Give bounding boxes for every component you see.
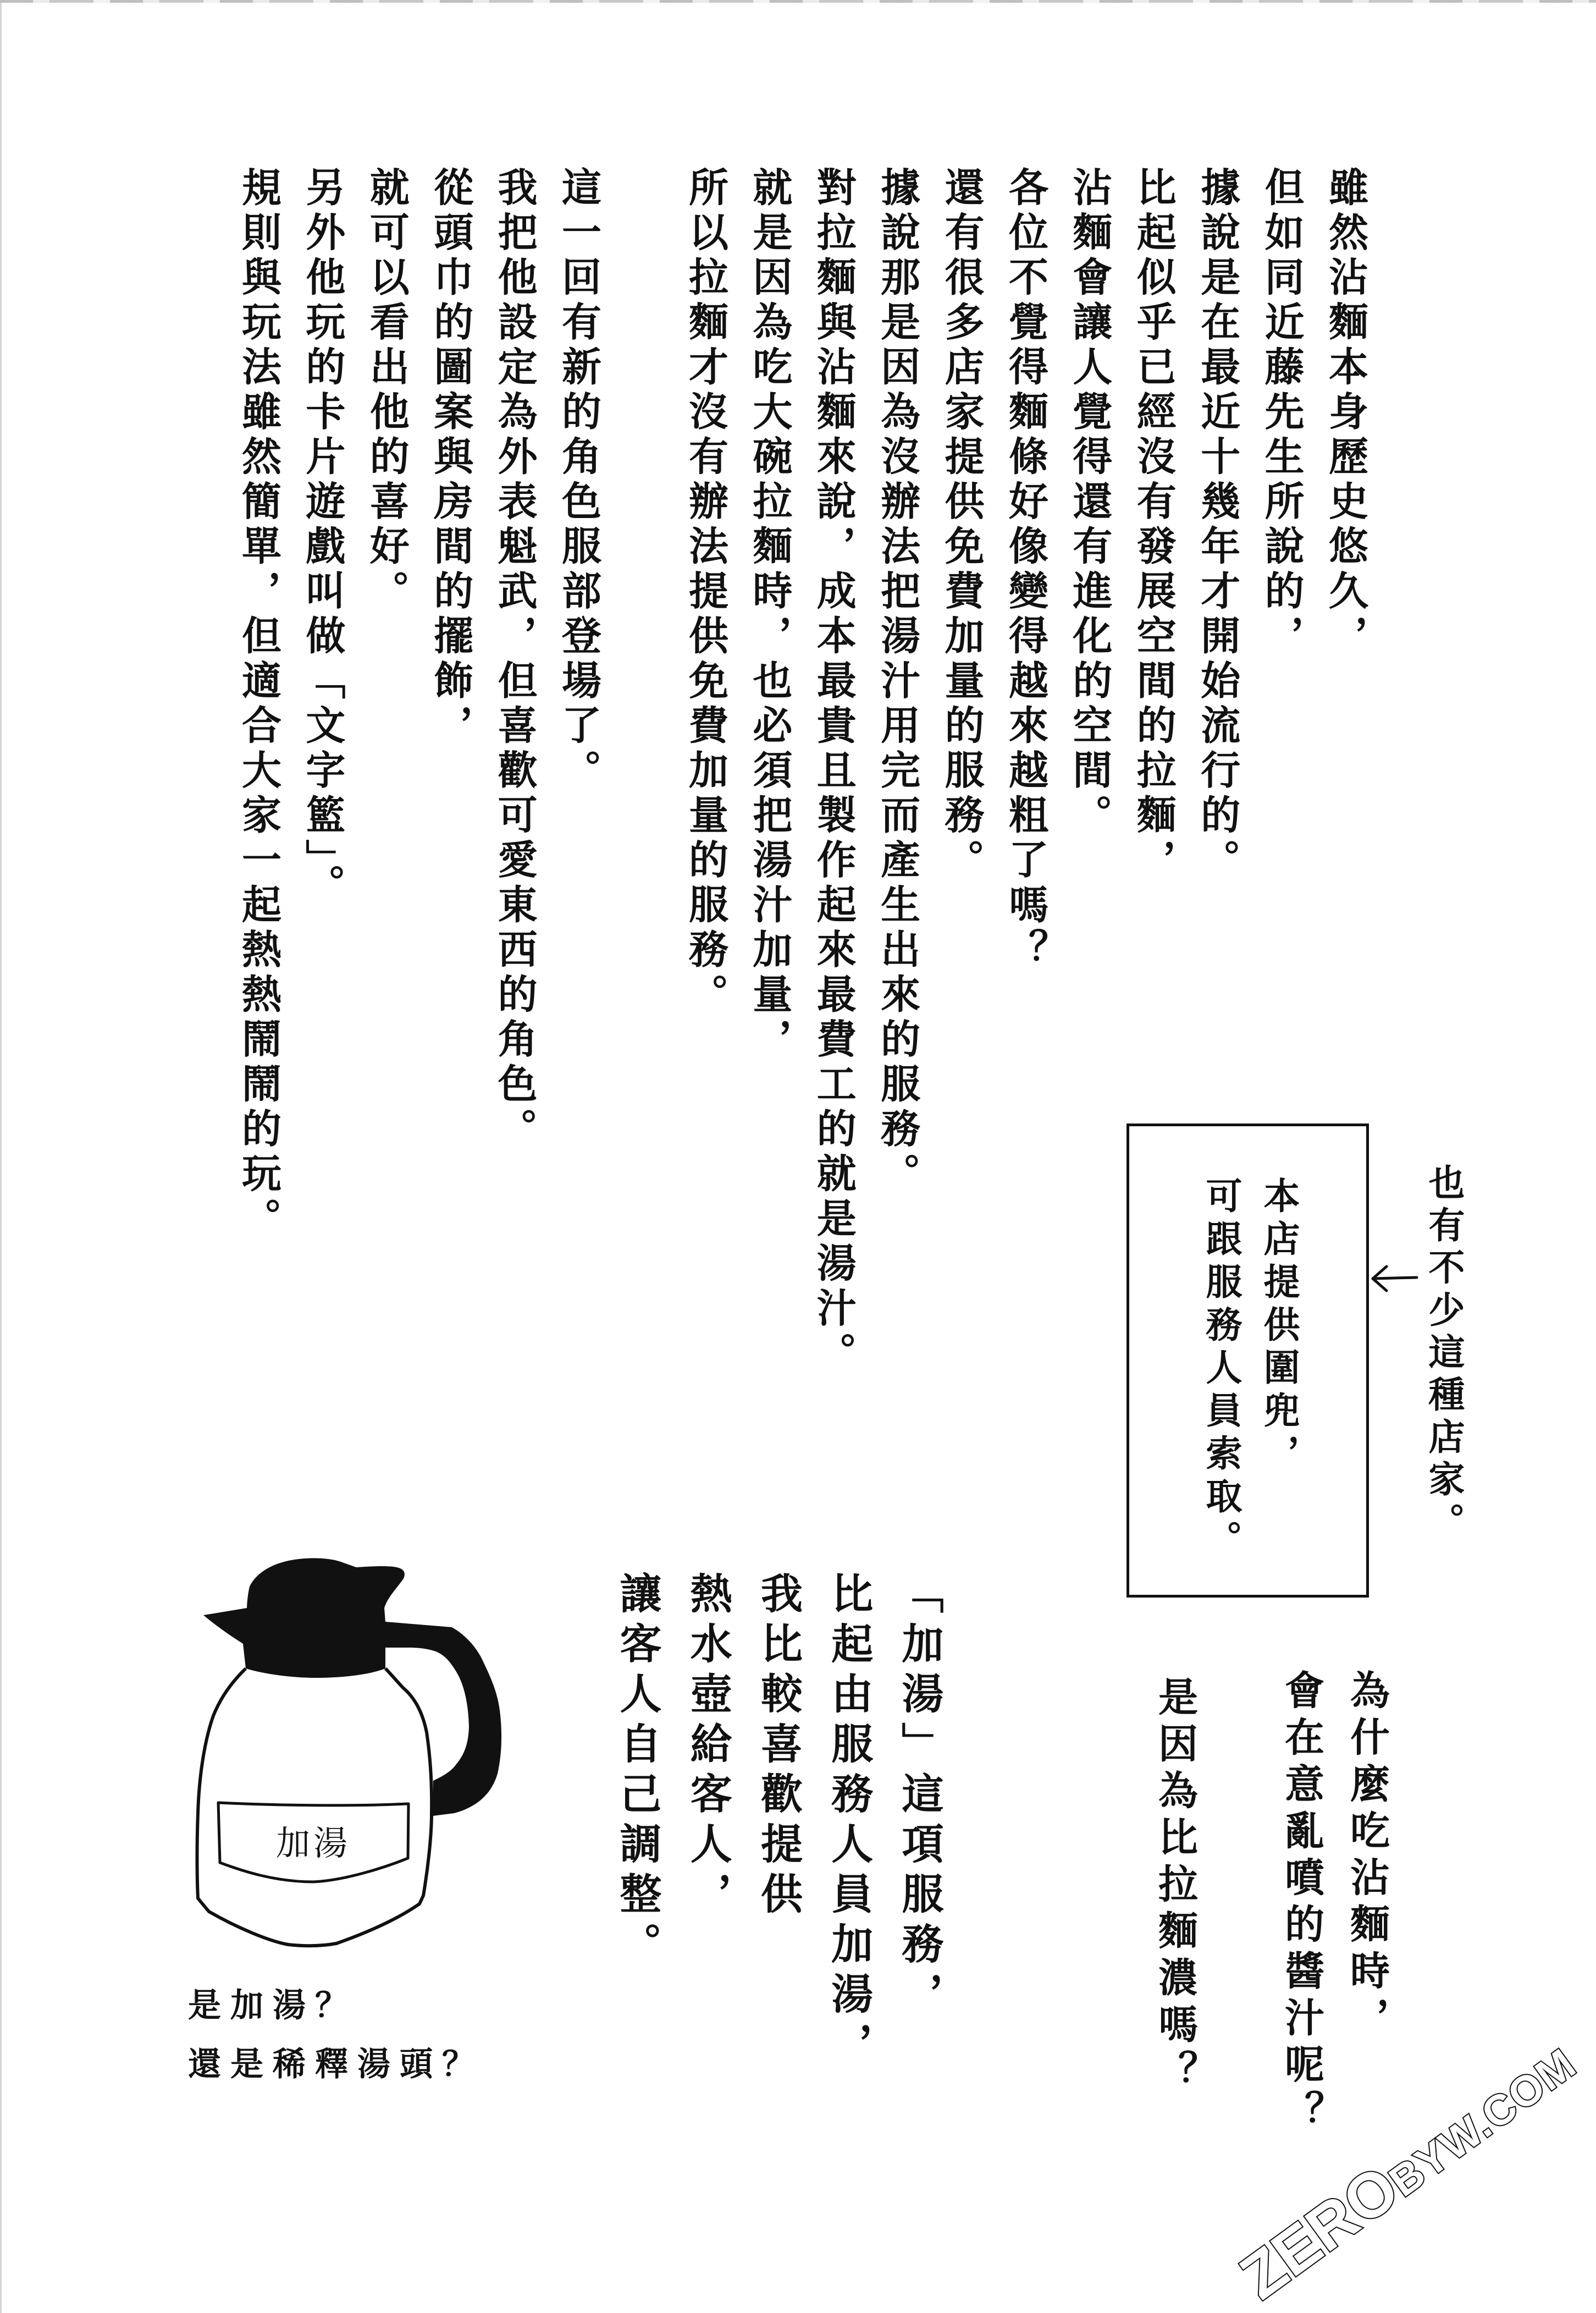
character-note-line: 就可以看出他的喜好。	[363, 167, 410, 615]
arrow-left-icon	[1363, 1259, 1424, 1298]
essay-line: 據說那是因為沒辦法把湯汁用完而產生出來的服務。	[874, 167, 921, 1198]
watermark-large-text: ZERO	[1228, 2152, 1412, 2313]
kettle-body-outline	[197, 1668, 432, 1946]
kettle-note-line: 「加湯」這項服務，	[895, 1572, 944, 2022]
essay-line: 各位不覺得麵條好像變得越來越粗了嗎？	[1002, 167, 1048, 973]
kettle-note-line: 熱水壺給客人，	[683, 1572, 733, 1922]
character-note-block	[226, 167, 610, 1376]
essay-line: 就是因為吃大碗拉麵時，也必須把湯汁加量，	[746, 167, 793, 1063]
character-note-line: 從頭巾的圖案與房間的擺飾，	[427, 167, 474, 750]
shop-note-caption	[1416, 1164, 1471, 1582]
character-note-line: 規則與玩法雖然簡單，但適合大家一起熱熱鬧鬧的玩。	[235, 167, 281, 1242]
kettle-label-text: 加湯	[275, 1823, 351, 1863]
scan-top-edge	[0, 0, 1596, 3]
essay-line: 雖然沾麵本身歷史悠久，	[1322, 167, 1368, 660]
essay-line: 沾麵會讓人覺得還有進化的空間。	[1066, 167, 1113, 839]
watermark	[1210, 2007, 1596, 2313]
sauce-question-line: 為什麼吃沾麵時，	[1344, 1670, 1390, 2044]
kettle-note-line: 讓客人自己調整。	[613, 1572, 662, 1972]
svg-text:ZEROBYW.COM	[1228, 2025, 1587, 2313]
kettle-caption-line: 是加湯？	[188, 1986, 357, 2025]
watermark-small-text: BYW.COM	[1380, 2039, 1585, 2206]
kettle-note-line: 我比較喜歡提供	[754, 1572, 803, 1922]
kettle-note-block	[602, 1572, 954, 2122]
sauce-answer-line: 是因為比拉麵濃嗎？	[1152, 1676, 1198, 2097]
essay-line: 對拉麵與沾麵來說，成本最貴且製作起來最費工的就是湯汁。	[810, 167, 857, 1377]
character-note-line: 我把他設定為外表魁武，但喜歡可愛東西的角色。	[491, 167, 538, 1153]
essay-line: 但如同近藤先生所說的，	[1258, 167, 1305, 660]
shop-sign-line: 本店提供圍兜，	[1257, 1177, 1300, 1477]
sauce-answer-block	[1142, 1676, 1207, 2116]
essay-line: 所以拉麵才沒有辦法提供免費加量的服務。	[682, 167, 728, 1018]
kettle-caption	[188, 1976, 484, 2094]
sauce-question-line: 會在意亂噴的醬汁呢？	[1278, 1670, 1324, 2137]
kettle-illustration	[187, 1551, 517, 1969]
scan-left-edge	[0, 0, 2, 2313]
shop-sign-text	[1192, 1177, 1307, 1584]
character-note-line: 另外他玩的卡片遊戲叫做「文字籃」。	[299, 167, 346, 909]
essay-line: 比起似乎已經沒有發展空間的拉麵，	[1130, 167, 1177, 884]
essay-line: 還有很多店家提供免費加量的服務。	[938, 167, 985, 884]
essay-line: 據說是在最近十幾年才開始流行的。	[1194, 167, 1241, 884]
kettle-note-line: 比起由服務人員加湯，	[824, 1572, 874, 2072]
shop-sign-line: 可跟服務人員索取。	[1200, 1177, 1242, 1563]
shop-note-caption-line: 也有不少這種店家。	[1422, 1164, 1465, 1545]
character-note-line: 這一回有新的角色服部登場了。	[555, 167, 601, 794]
kettle-caption-line: 還是稀釋湯頭？	[188, 2045, 484, 2084]
